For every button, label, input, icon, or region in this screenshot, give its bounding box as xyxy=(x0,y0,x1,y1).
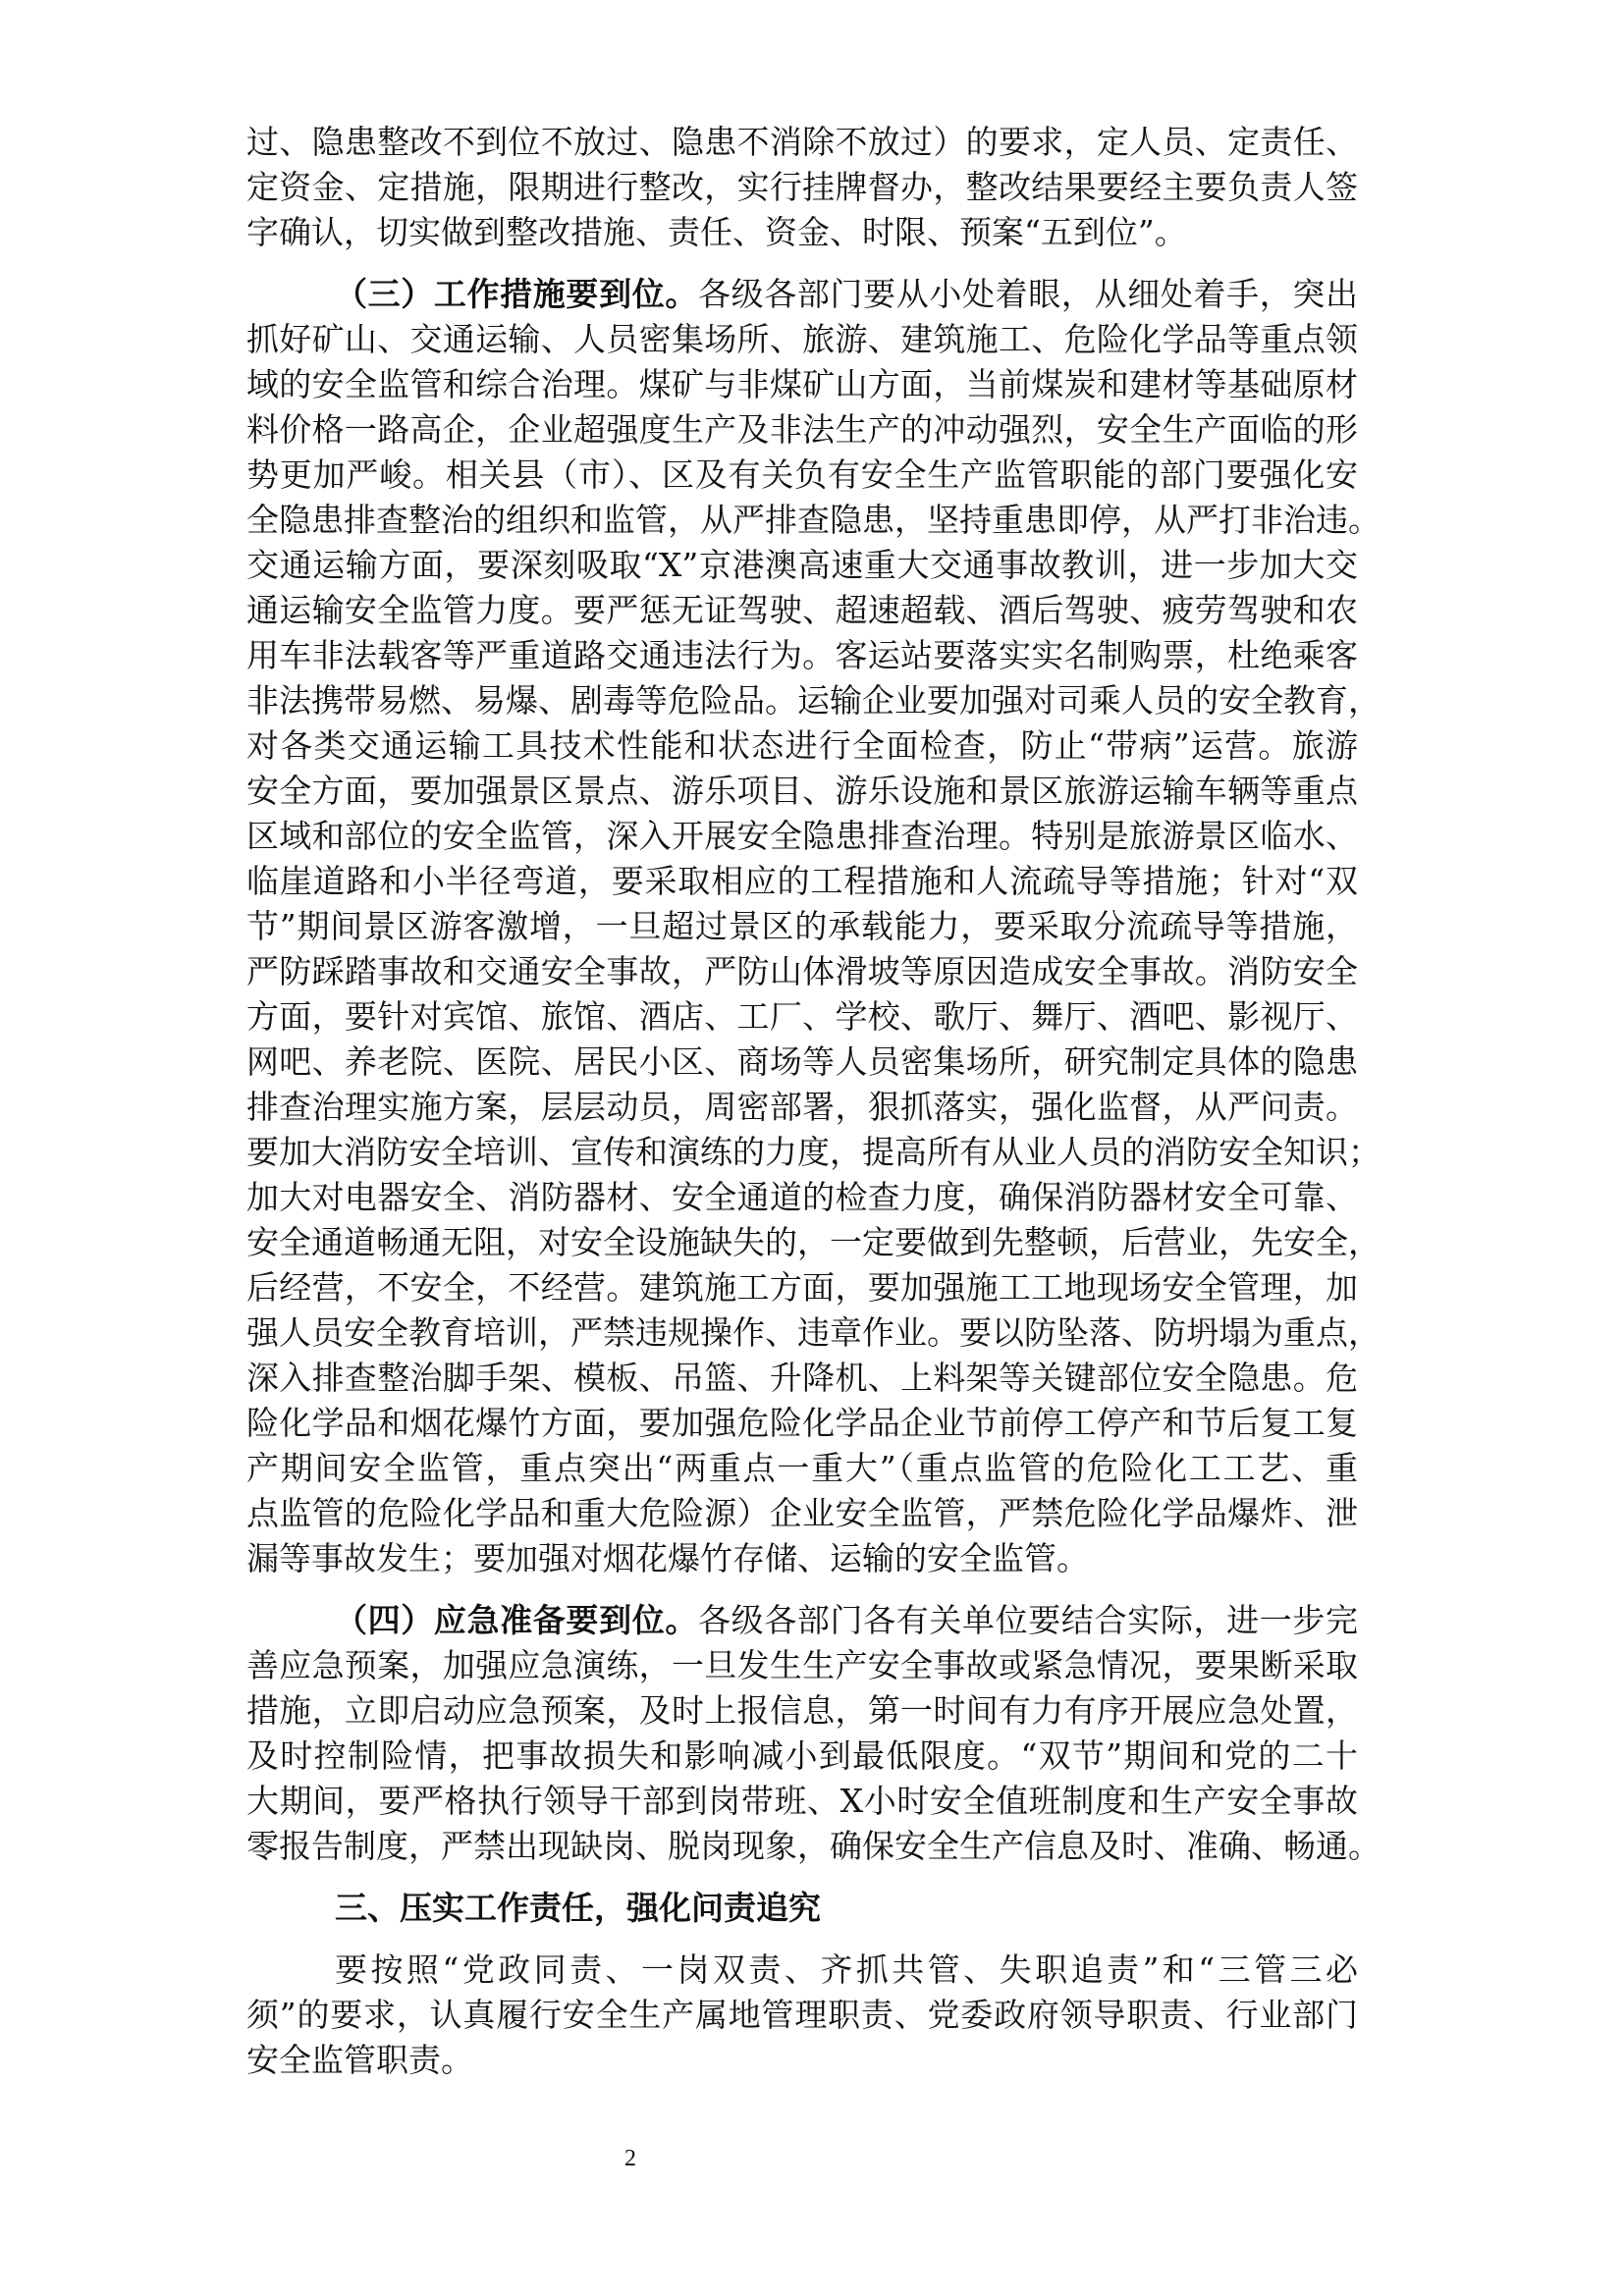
text-line: 漏等事故发生；要加强对烟花爆竹存储、运输的安全监管。 xyxy=(246,1539,1089,1577)
text-line: 要按照“党政同责、一岗双责、齐抓共管、失职追责”和“三管三必 xyxy=(335,1950,1358,1989)
text-line: 安全方面，要加强景区景点、游乐项目、游乐设施和景区旅游运输车辆等重点 xyxy=(246,772,1358,810)
text-line xyxy=(335,1598,1358,1643)
text-line: 安全监管职责。 xyxy=(246,2041,473,2079)
text-line: 强人员安全教育培训，严禁违规操作、违章作业。要以防坠落、防坍塌为重点， xyxy=(246,1313,1380,1352)
heading-text: 三、压实工作责任，强化问责追究 xyxy=(335,1889,821,1927)
text-line: 通运输安全监管力度。要严惩无证驾驶、超速超载、酒后驾驶、疲劳驾驶和农 xyxy=(246,591,1358,629)
text-line: 抓好矿山、交通运输、人员密集场所、旅游、建筑施工、危险化学品等重点领 xyxy=(246,320,1358,358)
text-line: 排查治理实施方案，层层动员，周密部署，狠抓落实，强化监督，从严问责。 xyxy=(246,1088,1358,1126)
text-line: 点监管的危险化学品和重大危险源）企业安全监管，严禁危险化学品爆炸、泄 xyxy=(246,1494,1358,1532)
text-line: 非法携带易燃、易爆、剧毒等危险品。运输企业要加强对司乘人员的安全教育， xyxy=(246,681,1380,720)
text-line: 加大对电器安全、消防器材、安全通道的检查力度，确保消防器材安全可靠、 xyxy=(246,1178,1358,1216)
text-line: 险化学品和烟花爆竹方面，要加强危险化学品企业节前停工停产和节后复工复 xyxy=(246,1404,1358,1442)
text-line: 域的安全监管和综合治理。煤矿与非煤矿山方面，当前煤炭和建材等基础原材 xyxy=(246,365,1358,403)
paragraph xyxy=(246,272,1380,1581)
paragraph xyxy=(246,1948,1358,2083)
text-line: 全隐患排查整治的组织和监管，从严排查隐患，坚持重患即停，从严打非治违。 xyxy=(246,501,1380,539)
page-number: 2 xyxy=(624,2146,636,2171)
document-page xyxy=(246,120,1380,2083)
text-line: 措施，立即启动应急预案，及时上报信息，第一时间有力有序开展应急处置， xyxy=(246,1691,1358,1730)
text-line: 零报告制度，严禁出现缺岗、脱岗现象，确保安全生产信息及时、准确、畅通。 xyxy=(246,1827,1380,1865)
text-line: 善应急预案，加强应急演练，一旦发生生产安全事故或紧急情况，要果断采取 xyxy=(246,1646,1358,1684)
text-line: 对各类交通运输工具技术性能和状态进行全面检查，防止“带病”运营。旅游 xyxy=(246,726,1358,765)
text-line: 及时控制险情，把事故损失和影响减小到最低限度。“双节”期间和党的二十 xyxy=(246,1736,1358,1775)
text-line: 节”期间景区游客激增，一旦超过景区的承载能力，要采取分流疏导等措施， xyxy=(246,907,1358,945)
text-line: 方面，要针对宾馆、旅馆、酒店、工厂、学校、歌厅、舞厅、酒吧、影视厅、 xyxy=(246,997,1358,1036)
text-line: 后经营，不安全，不经营。建筑施工方面，要加强施工工地现场安全管理，加 xyxy=(246,1268,1358,1307)
text-line: 过、隐患整改不到位不放过、隐患不消除不放过）的要求，定人员、定责任、 xyxy=(246,123,1358,161)
paragraph xyxy=(246,1598,1380,1869)
paragraph-lead: （四）应急准备要到位。 xyxy=(335,1601,698,1639)
text-line: 深入排查整治脚手架、模板、吊篮、升降机、上料架等关键部位安全隐患。危 xyxy=(246,1359,1358,1397)
text-line xyxy=(335,272,1358,317)
text-line: 区域和部位的安全监管，深入开展安全隐患排查治理。特别是旅游景区临水、 xyxy=(246,817,1358,855)
paragraph-lead: （三）工作措施要到位。 xyxy=(335,275,698,313)
text-line: 要加大消防安全培训、宣传和演练的力度，提高所有从业人员的消防安全知识； xyxy=(246,1133,1380,1171)
text-line: 网吧、养老院、医院、居民小区、商场等人员密集场所，研究制定具体的隐患 xyxy=(246,1042,1358,1081)
text-line: 字确认，切实做到整改措施、责任、资金、时限、预案“五到位”。 xyxy=(246,213,1187,251)
text-line: 势更加严峻。相关县（市）、区及有关负有安全生产监管职能的部门要强化安 xyxy=(246,455,1358,494)
text-line: 交通运输方面，要深刻吸取“X”京港澳高速重大交通事故教训，进一步加大交 xyxy=(246,546,1358,584)
text-line-content: 各级各部门各有关单位要结合实际，进一步完 xyxy=(697,1601,1359,1639)
paragraph xyxy=(246,120,1358,255)
text-line: 定资金、定措施，限期进行整改，实行挂牌督办，整改结果要经主要负责人签 xyxy=(246,168,1358,206)
text-line: 料价格一路高企，企业超强度生产及非法生产的冲动强烈，安全生产面临的形 xyxy=(246,410,1358,449)
text-line: 用车非法载客等严重道路交通违法行为。客运站要落实实名制购票，杜绝乘客 xyxy=(246,636,1358,674)
text-line: 临崖道路和小半径弯道，要采取相应的工程措施和人流疏导等措施；针对“双 xyxy=(246,862,1358,900)
text-line: 严防踩踏事故和交通安全事故，严防山体滑坡等原因造成安全事故。消防安全 xyxy=(246,952,1358,990)
text-line-content: 各级各部门要从小处着眼，从细处着手，突出 xyxy=(697,275,1359,313)
text-line: 安全通道畅通无阻，对安全设施缺失的，一定要做到先整顿，后营业，先安全， xyxy=(246,1223,1380,1261)
text-line: 大期间，要严格执行领导干部到岗带班、X小时安全值班制度和生产安全事故 xyxy=(246,1782,1358,1820)
section-heading xyxy=(246,1886,1358,1931)
text-line: 产期间安全监管，重点突出“两重点一重大”（重点监管的危险化工工艺、重 xyxy=(246,1449,1358,1487)
text-line: 须”的要求，认真履行安全生产属地管理职责、党委政府领导职责、行业部门 xyxy=(246,1996,1358,2034)
